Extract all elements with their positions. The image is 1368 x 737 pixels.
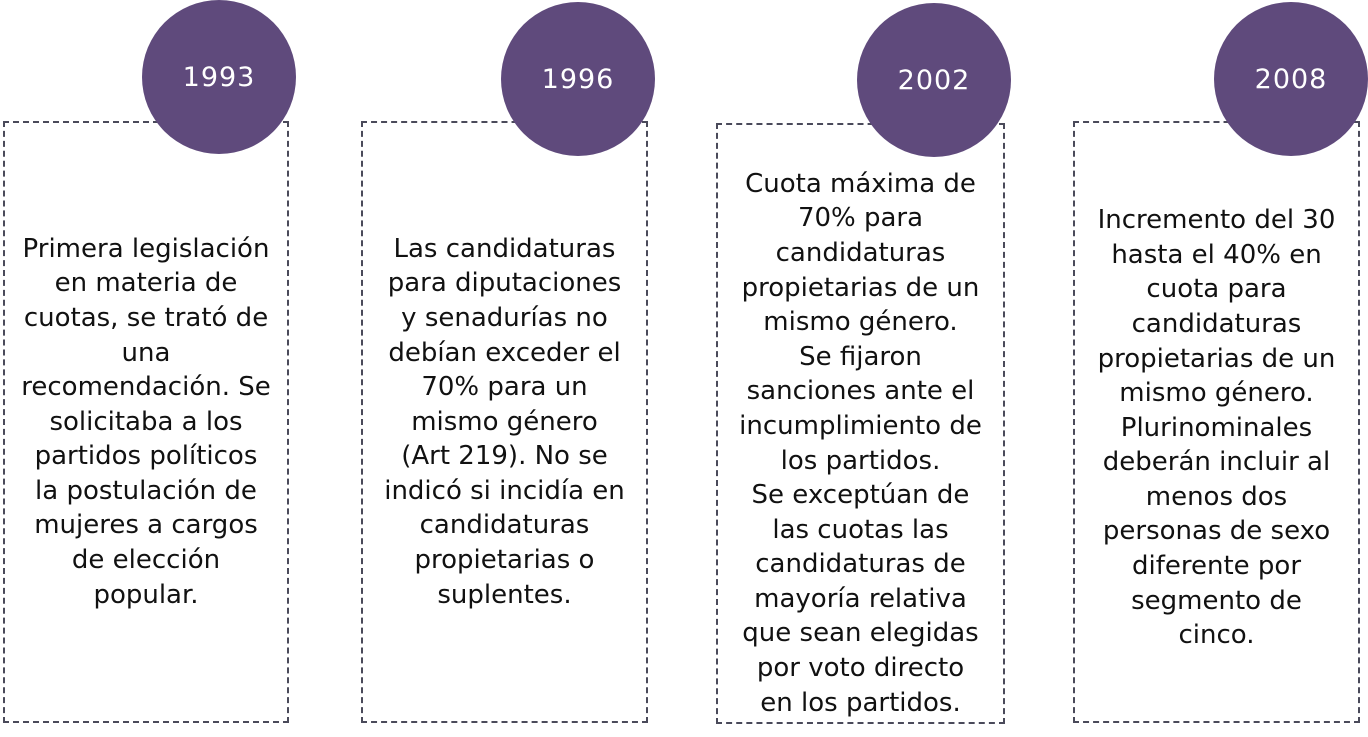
year-badge-2008 bbox=[1214, 2, 1368, 156]
milestone-card-1996 bbox=[361, 121, 648, 723]
milestone-card-1993 bbox=[3, 121, 289, 723]
year-label: 2008 bbox=[1254, 63, 1328, 95]
milestone-text: Las candidaturas para diputaciones y senadurías no debían exceder el 70% para un mismo género (Art 219). No se indicó si incidía en candidaturas propietarias o suplentes. bbox=[384, 233, 625, 610]
milestone-text: Cuota máxima de 70% para candidaturas propietarias de un mismo género. Se fijaron sanciones ante el incumplimiento de los partidos. Se exceptúan de las cuotas las candidaturas de mayoría relativa que sean elegidas por voto directo en los partidos. bbox=[739, 168, 982, 718]
year-badge-1993 bbox=[142, 0, 296, 154]
milestone-card-2002 bbox=[716, 123, 1005, 724]
milestone-card-2008 bbox=[1073, 121, 1360, 723]
year-label: 1993 bbox=[182, 61, 256, 93]
milestone-text: Incremento del 30 hasta el 40% en cuota para candidaturas propietarias de un mismo género. Plurinominales deberán incluir al menos dos personas de sexo diferente por segmento de cinco. bbox=[1097, 205, 1336, 651]
year-label: 2002 bbox=[897, 64, 971, 96]
milestone-text: Primera legislación en materia de cuotas, se trató de una recomendación. Se solicitaba a los partidos políticos la postulación de mujeres a cargos de elección popular. bbox=[21, 233, 271, 610]
year-label: 1996 bbox=[541, 63, 615, 95]
year-badge-2002 bbox=[857, 3, 1011, 157]
year-badge-1996 bbox=[501, 2, 655, 156]
